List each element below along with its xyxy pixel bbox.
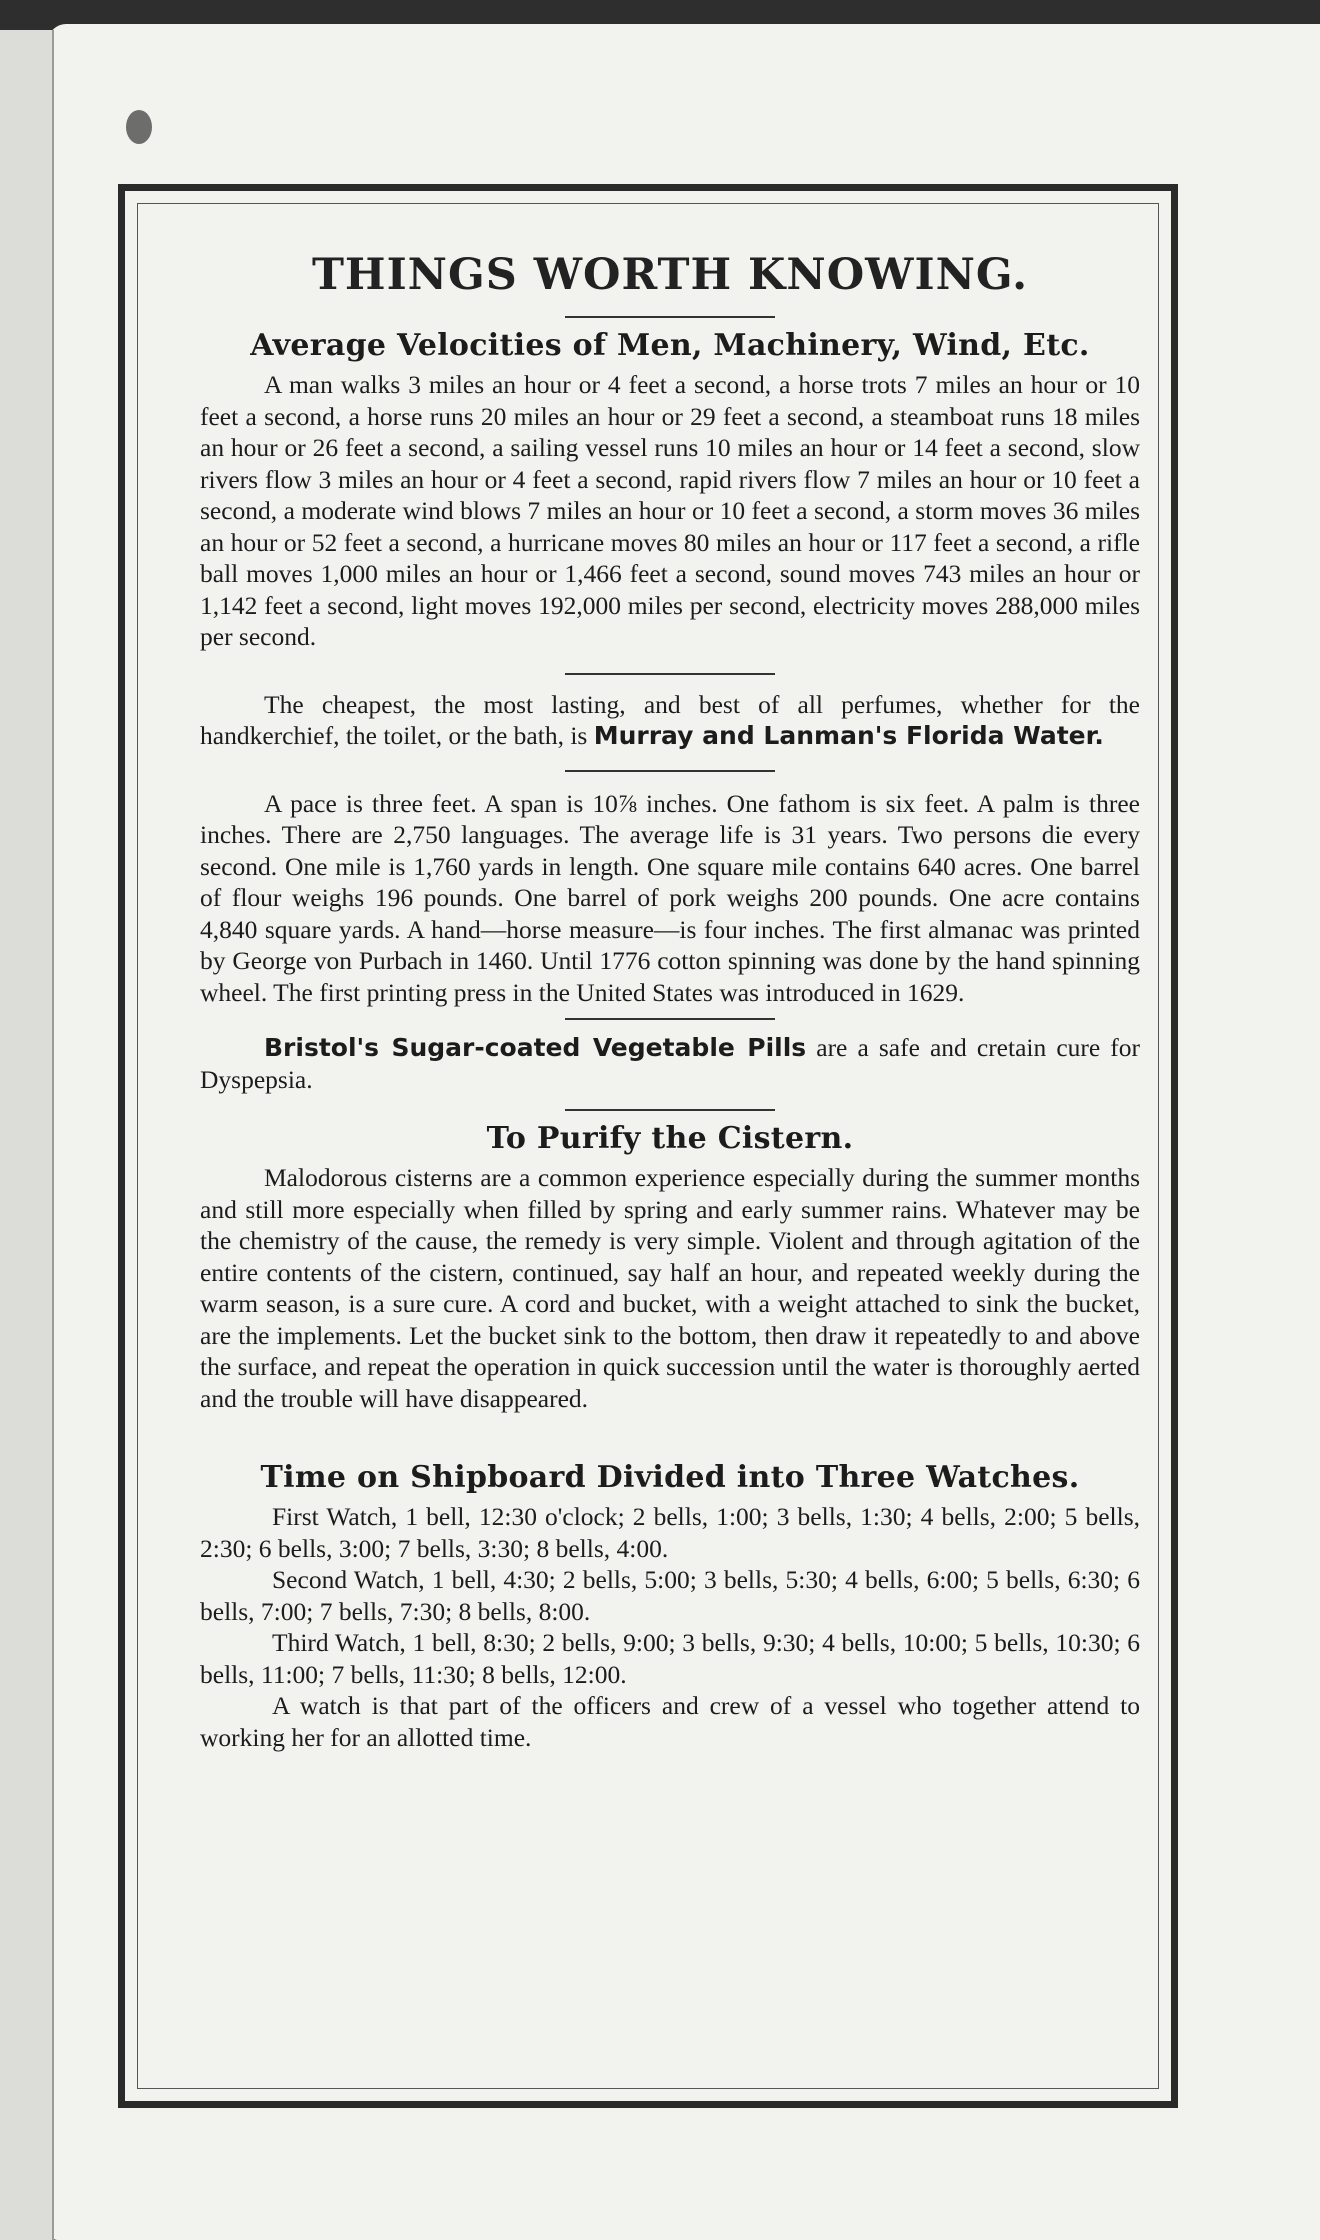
divider <box>565 1018 775 1020</box>
divider <box>565 770 775 772</box>
second-watch: Second Watch, 1 bell, 4:30; 2 bells, 5:00; 3 bells, 5:30; 4 bells, 6:00; 5 bells, 6:30; 6 bells, 7:00; 7 bells, 7:30; 8 bells, 8:00. <box>200 1565 1140 1626</box>
divider <box>565 673 775 675</box>
divider <box>565 316 775 318</box>
watches-heading: Time on Shipboard Divided into Three Watches. <box>260 1460 1080 1495</box>
article-frame <box>118 184 1178 2108</box>
cistern-text: Malodorous cisterns are a common experience especially during the summer months and still more especially when filled by spring and early summer rains. Whatever may be the chemistry of the cause, the remedy is very simple. Violent and through agitation of the entire contents of the cistern, continued, say half an hour, and repeated weekly during the warm season, is a sure cure. A cord and bucket, with a weight attached to sink the bucket, are the implements. Let the bucket sink to the bottom, then draw it repeatedly to and above the surface, and repeat the operation in quick succession until the water is thoroughly aerted and the trouble will have disappeared. <box>200 1163 1140 1413</box>
perfume-ad <box>200 689 1140 752</box>
article-inner-frame <box>137 203 1159 2089</box>
facts-text: A pace is three feet. A span is 10⅞ inches. One fathom is six feet. A palm is three inches. There are 2,750 languages. The average life is 31 years. Two persons die every second. One mile is 1,760 yards in length. One square mile contains 640 acres. One barrel of flour weighs 196 pounds. One barrel of pork weighs 200 pounds. One acre contains 4,840 square yards. A hand—horse measure—is four inches. The first almanac was printed by George von Purbach in 1460. Until 1776 cotton spinning was done by the hand spinning wheel. The first printing press in the United States was introduced in 1629. <box>200 788 1140 1007</box>
velocities-text: A man walks 3 miles an hour or 4 feet a second, a horse trots 7 miles an hour or 10 feet a second, a horse runs 20 miles an hour or 29 feet a second, a steamboat runs 18 miles an hour or 26 feet a second, a sailing vessel runs 10 miles an hour or 14 feet a second, slow rivers flow 3 miles an hour or 4 feet a second, rapid rivers flow 7 miles an hour or 10 feet a second, a moderate wind blows 7 miles an hour or 10 feet a second, a storm moves 36 miles an hour or 52 feet a second, a hurricane moves 80 miles an hour or 117 feet a second, a rifle ball moves 1,000 miles an hour or 1,466 feet a second, sound moves 743 miles an hour or 1,142 feet a second, light moves 192,000 miles per second, electricity moves 288,000 miles per second. <box>200 370 1140 651</box>
page-title: THINGS WORTH KNOWING. <box>311 250 1029 300</box>
divider <box>565 1109 775 1111</box>
pills-text: are a safe and cretain cure for Dyspepsia. <box>200 1033 1141 1094</box>
velocities-heading: Average Velocities of Men, Machinery, Wind, Etc. <box>250 328 1090 363</box>
binding-string-mark <box>126 110 152 144</box>
article-content <box>200 244 1140 1753</box>
pills-ad <box>200 1032 1140 1095</box>
previous-page-edge <box>0 30 54 2240</box>
third-watch: Third Watch, 1 bell, 8:30; 2 bells, 9:00; 3 bells, 9:30; 4 bells, 10:00; 5 bells, 10:30; 6 bells, 11:00; 7 bells, 11:30; 8 bells, 12:00. <box>200 1628 1140 1689</box>
cistern-heading: To Purify the Cistern. <box>486 1121 854 1156</box>
pills-brand: Bristol's Sugar-coated Vegetable Pills <box>264 1033 807 1062</box>
first-watch: First Watch, 1 bell, 12:30 o'clock; 2 bells, 1:00; 3 bells, 1:30; 4 bells, 2:00; 5 bells, 2:30; 6 bells, 3:00; 7 bells, 3:30; 8 bells, 4:00. <box>200 1502 1140 1563</box>
perfume-text: The cheapest, the most lasting, and best of all perfumes, whether for the handkerchief, the toilet, or the bath, is <box>200 689 1140 750</box>
perfume-brand: Murray and Lanman's Florida Water. <box>593 721 1104 750</box>
watch-definition: A watch is that part of the officers and crew of a vessel who together attend to working her for an allotted time. <box>200 1691 1140 1752</box>
